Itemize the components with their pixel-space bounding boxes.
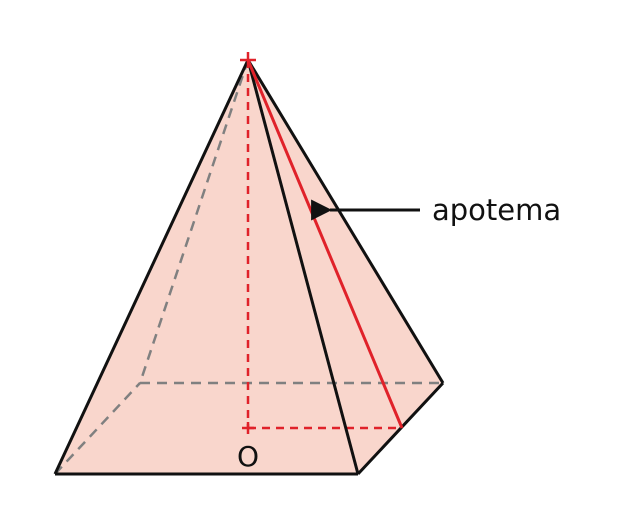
apothem-label: apotema [432,193,562,227]
apex-marker [240,52,256,68]
base-center-label: O [236,440,260,473]
